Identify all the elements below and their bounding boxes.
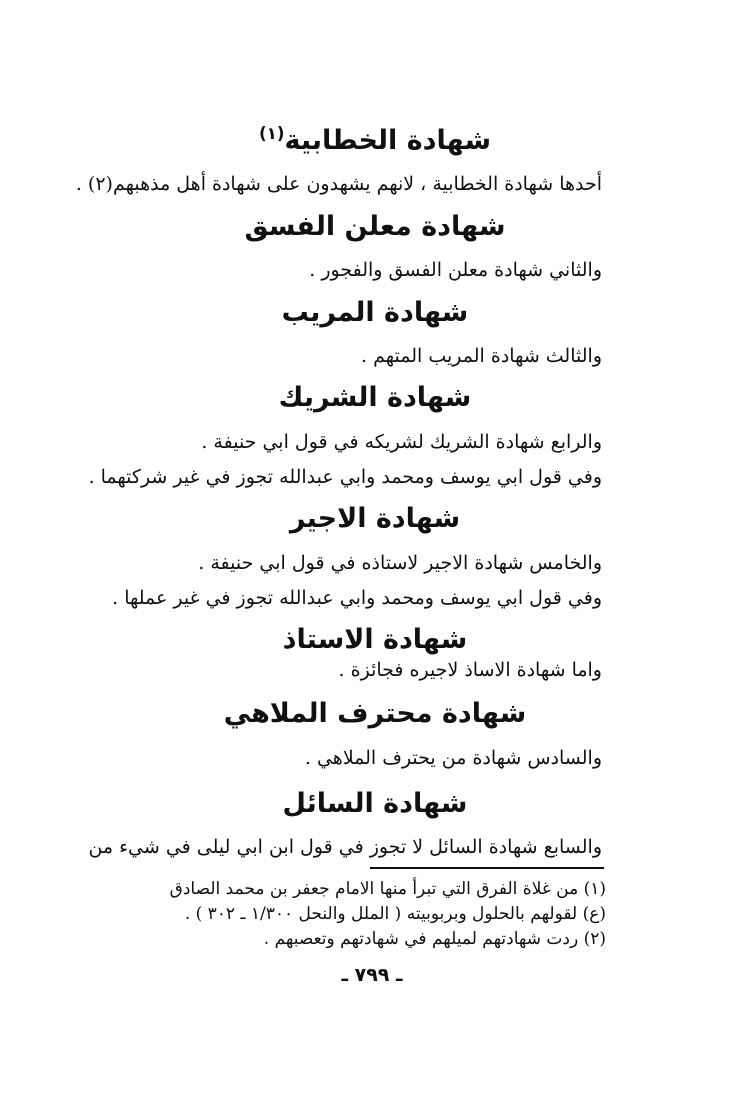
footnote-line: (١) من غلاة الفرق التي تبرأ منها الامام جعفر بن محمد الصادق <box>169 879 606 899</box>
heading-text: شهادة الخطابية <box>284 125 492 156</box>
paragraph-line: والسابع شهادة السائل لا تجوز في قول ابن ابي ليلى في شيء من <box>88 836 602 858</box>
paragraph-line: والثاني شهادة معلن الفسق والفجور . <box>309 259 602 281</box>
paragraph-line: والسادس شهادة من يحترف الملاهي . <box>304 747 602 769</box>
footnote-line: (ع) لقولهم بالحلول وبربوبيته ( الملل والنحل ١/٣٠٠ ـ ٣٠٢ ) . <box>184 904 606 924</box>
footnote-divider <box>370 867 604 869</box>
paragraph-line: والخامس شهادة الاجير لاستاذه في قول ابي حنيفة . <box>198 552 602 574</box>
section-heading-murib: شهادة المريب <box>281 297 469 328</box>
paragraph-line: وفي قول ابي يوسف ومحمد وابي عبدالله تجوز في غير شركتهما . <box>88 466 602 488</box>
footnote-line: (٢) ردت شهادتهم لميلهم في شهادتهم وتعصبهم . <box>263 929 606 949</box>
paragraph-line: والثالث شهادة المريب المتهم . <box>361 345 602 367</box>
footnote-marker[interactable]: (١) <box>258 123 285 143</box>
section-heading-ustadh: شهادة الاستاذ <box>282 624 468 655</box>
section-heading-fasiq: شهادة معلن الفسق <box>244 211 506 242</box>
paragraph-line: أحدها شهادة الخطابية ، لانهم يشهدون على شهادة أهل مذهبهم(٢) . <box>75 173 602 195</box>
paragraph-line: واما شهادة الاساذ لاجيره فجائزة . <box>338 659 602 681</box>
paragraph-line: وفي قول ابي يوسف ومحمد وابي عبدالله تجوز في غير عملها . <box>112 587 602 609</box>
paragraph-line: والرابع شهادة الشريك لشريكه في قول ابي حنيفة . <box>201 431 602 453</box>
page-number: ـ ٧٩٩ ـ <box>341 964 403 986</box>
section-heading-sharik: شهادة الشريك <box>278 382 472 413</box>
section-heading-ajir: شهادة الاجير <box>289 503 461 534</box>
section-heading-malahi: شهادة محترف الملاهي <box>223 698 527 729</box>
section-heading-sail: شهادة السائل <box>282 788 468 819</box>
section-heading-khattabiya <box>140 124 610 158</box>
